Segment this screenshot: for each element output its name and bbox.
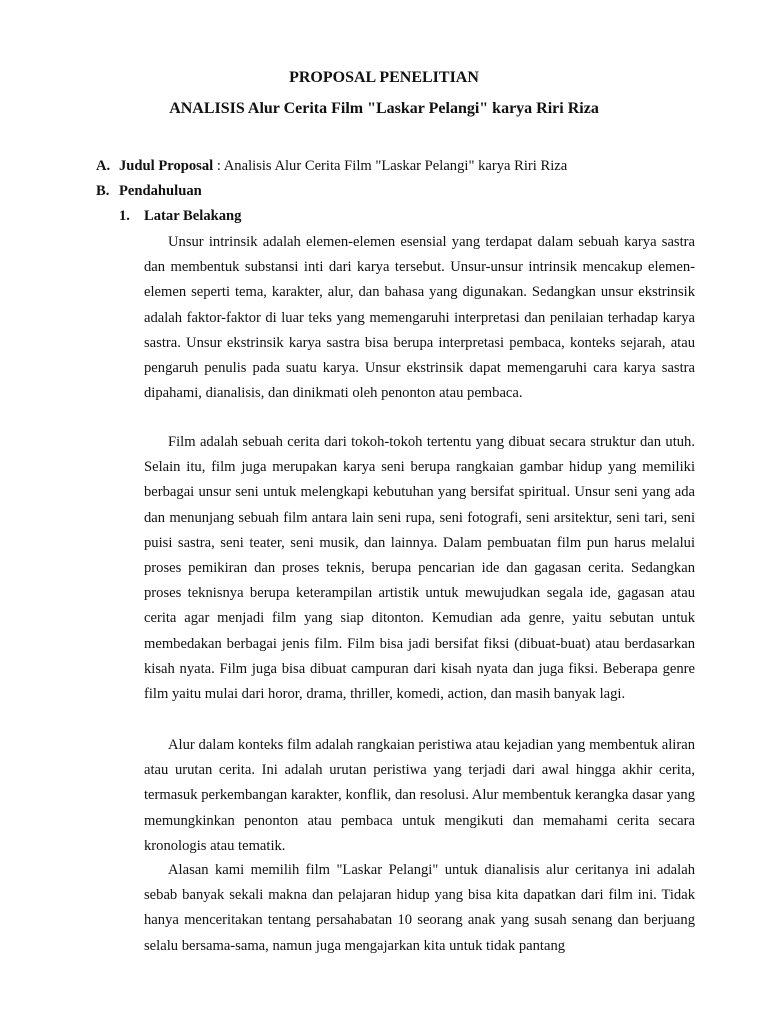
paragraph: Film adalah sebuah cerita dari tokoh-tokoh tertentu yang dibuat secara struktur dan utuh. Selain itu, film juga merupakan karya seni berupa rangkaian gambar hidup yang memiliki berbagai unsur seni untuk melengkapi kebutuhan yang bersifat spiritual. Unsur seni yang ada dan menunjang sebuah film antara lain seni rupa, seni fotografi, seni arsitektur, seni tari, seni puisi sastra, seni teater, seni musik, dan lainnya. Dalam pembuatan film pun harus melalui proses pemikiran dan proses teknis, berupa pencarian ide dan gagasan cerita. Sedangkan proses teknisnya berupa keterampilan artistik untuk mewujudkan segala ide, gagasan atau cerita agar menjadi film yang siap ditonton. Kemudian ada genre, yaitu sebutan untuk membedakan berbagai jenis film. Film bisa jadi bersifat fiksi (dibuat-buat) atau berdasarkan kisah nyata. Film juga bisa dibuat campuran dari kisah nyata dan juga fiksi. Beberapa genre film yaitu mulai dari horor, drama, thriller, komedi, action, dan masih banyak lagi. — [144, 434, 695, 703]
paragraph: Alasan kami memilih film "Laskar Pelangi" untuk dianalisis alur ceritanya ini adalah sebab banyak sekali makna dan pelajaran hidup yang bisa kita dapatkan dari film ini. Tidak hanya menceritakan tentang persahabatan 10 seorang anak yang susah senang dan berjuang selalu bersama-sama, namun juga mengajarkan kita untuk tidak pantang — [144, 862, 695, 954]
section-b-heading — [96, 181, 202, 201]
section-b-marker: B. — [96, 183, 110, 199]
section-a-marker: A. — [96, 158, 111, 174]
section-a-label: Judul Proposal — [119, 158, 214, 174]
document-title: PROPOSAL PENELITIAN — [289, 69, 479, 86]
subsection-1-marker: 1. — [119, 208, 130, 224]
document-subtitle: ANALISIS Alur Cerita Film "Laskar Pelangi" karya Riri Riza — [169, 100, 599, 117]
paragraph: Unsur intrinsik adalah elemen-elemen esensial yang terdapat dalam sebuah karya sastra dan membentuk substansi inti dari karya tersebut. Unsur-unsur intrinsik mencakup elemen-elemen seperti tema, karakter, alur, dan bahasa yang digunakan. Sedangkan unsur ekstrinsik adalah faktor-faktor di luar teks yang memengaruhi interpretasi dan penilaian terhadap karya sastra. Unsur ekstrinsik karya sastra bisa berupa interpretasi pembaca, konteks sejarah, atau pengaruh penulis pada suatu karya. Unsur ekstrinsik dapat memengaruhi cara karya sastra dipahami, dianalisis, dan dinikmati oleh penonton atau pembaca. — [144, 234, 695, 402]
section-b-label: Pendahuluan — [119, 183, 202, 199]
subsection-1-heading — [119, 206, 241, 226]
subsection-1-label: Latar Belakang — [144, 208, 242, 224]
paragraph: Alur dalam konteks film adalah rangkaian peristiwa atau kejadian yang membentuk aliran atau urutan cerita. Ini adalah urutan peristiwa yang terjadi dari awal hingga akhir cerita, termasuk perkembangan karakter, konflik, dan resolusi. Alur membentuk kerangka dasar yang memungkinkan penonton atau pembaca untuk mengikuti dan memahami cerita secara kronologis atau tematik. — [144, 737, 695, 854]
section-a-heading — [96, 156, 567, 176]
section-a-text: : Analisis Alur Cerita Film "Laskar Pelangi" karya Riri Riza — [213, 158, 568, 174]
